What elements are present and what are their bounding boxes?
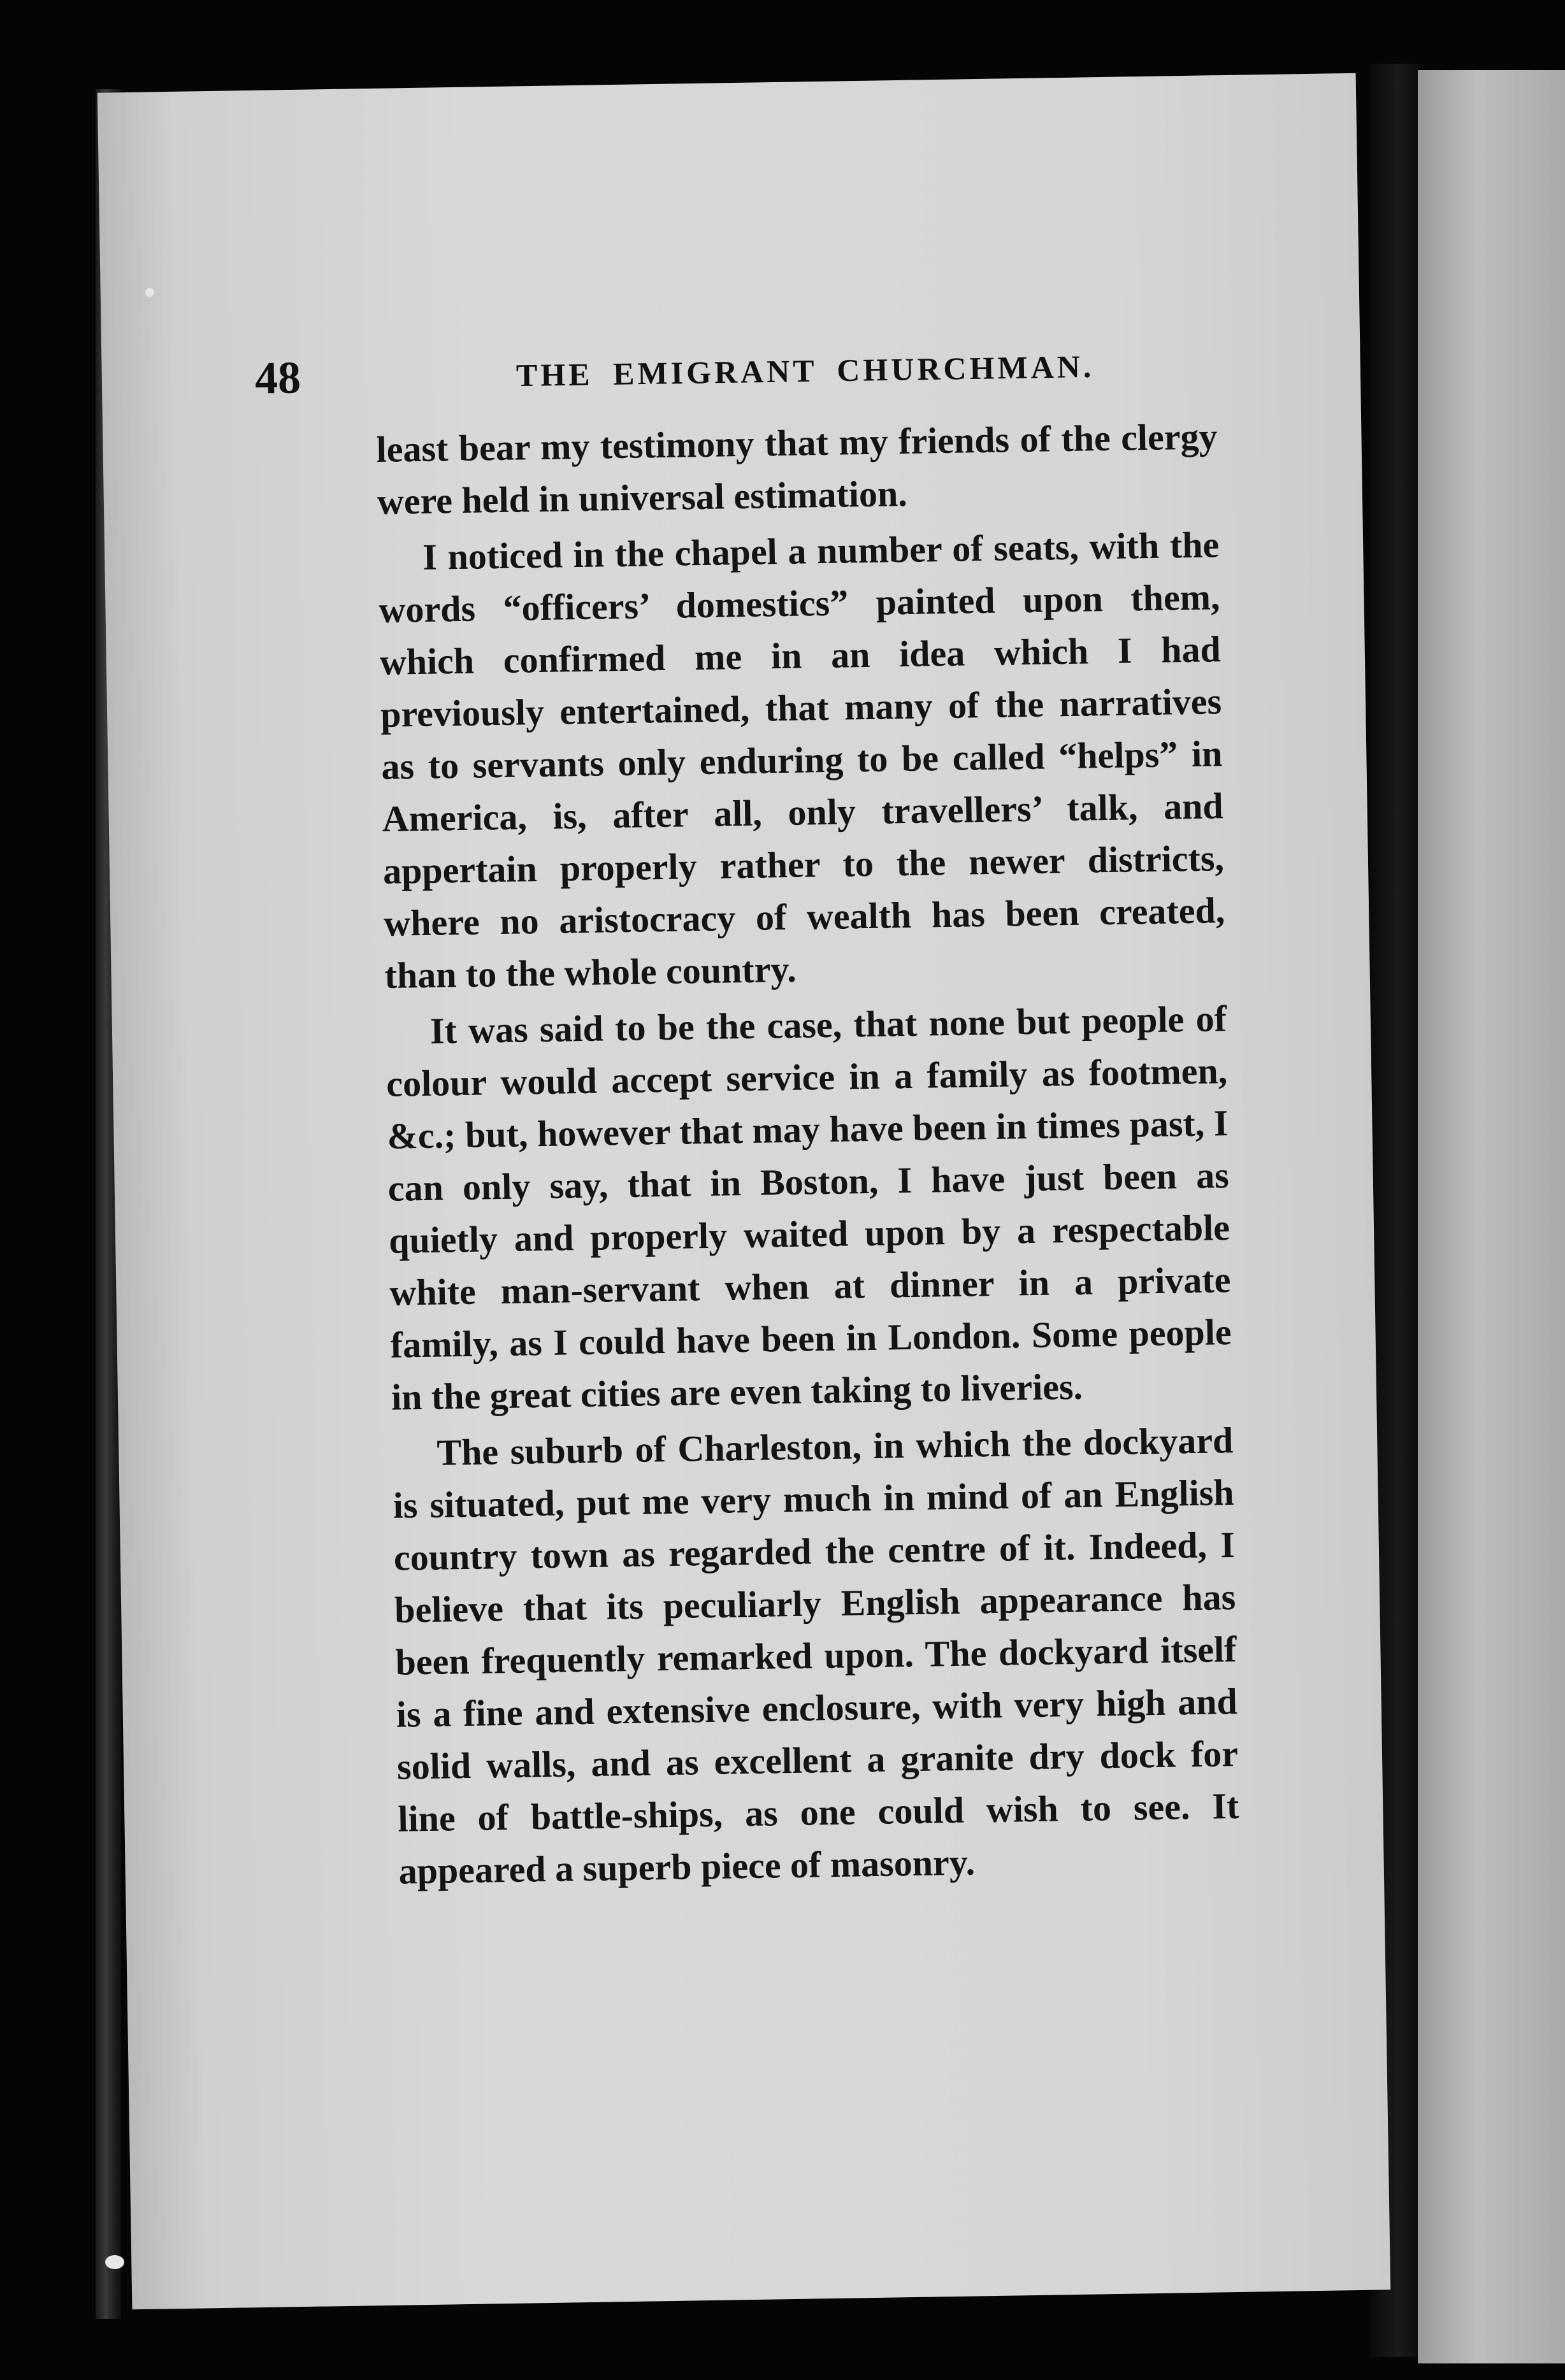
page-body: [376, 410, 1240, 1897]
scan-speck: [145, 288, 154, 297]
paragraph: least bear my testimony that my friends of the clergy were held in universal estimation.: [376, 415, 1218, 522]
paragraph: The suburb of Charleston, in which the dockyard is situated, put me very much in mind of an English country town as regarded the centre of it. Indeed, I believe that its peculiarly English appearance has been frequently remarked upon. The dockyard itself is a fine and extensive enclosure, with very high and solid walls, and as excellent a granite dry dock for line of battle-ships, as one could wish to see. It appeared a superb piece of masonry.: [393, 1419, 1239, 1892]
paragraph: I noticed in the chapel a number of seats, with the words “officers’ domestics” painted upon them, which confirmed me in an idea which I had previously entertained, that many of the narratives as to servants only enduring to be called “helps” in America, is, after all, only travellers’ talk, and appertain properly rather to the newer districts, where no aristocracy of wealth has been created, than to the whole country.: [379, 524, 1225, 996]
page-number: 48: [254, 352, 301, 404]
scan-speck: [105, 2255, 124, 2269]
running-head: THE EMIGRANT CHURCHMAN.: [516, 348, 1095, 394]
adjacent-page-edge: [1418, 70, 1565, 2363]
paragraph: It was said to be the case, that none but people of colour would accept service in a family as footmen, &c.; but, however that may have been in times past, I can only say, that in Boston, I have just been as quietly and properly waited upon by a respectable white man-servant when at dinner in a private family, as I could have been in London. Some people in the great cities are even taking to liveries.: [386, 998, 1232, 1418]
